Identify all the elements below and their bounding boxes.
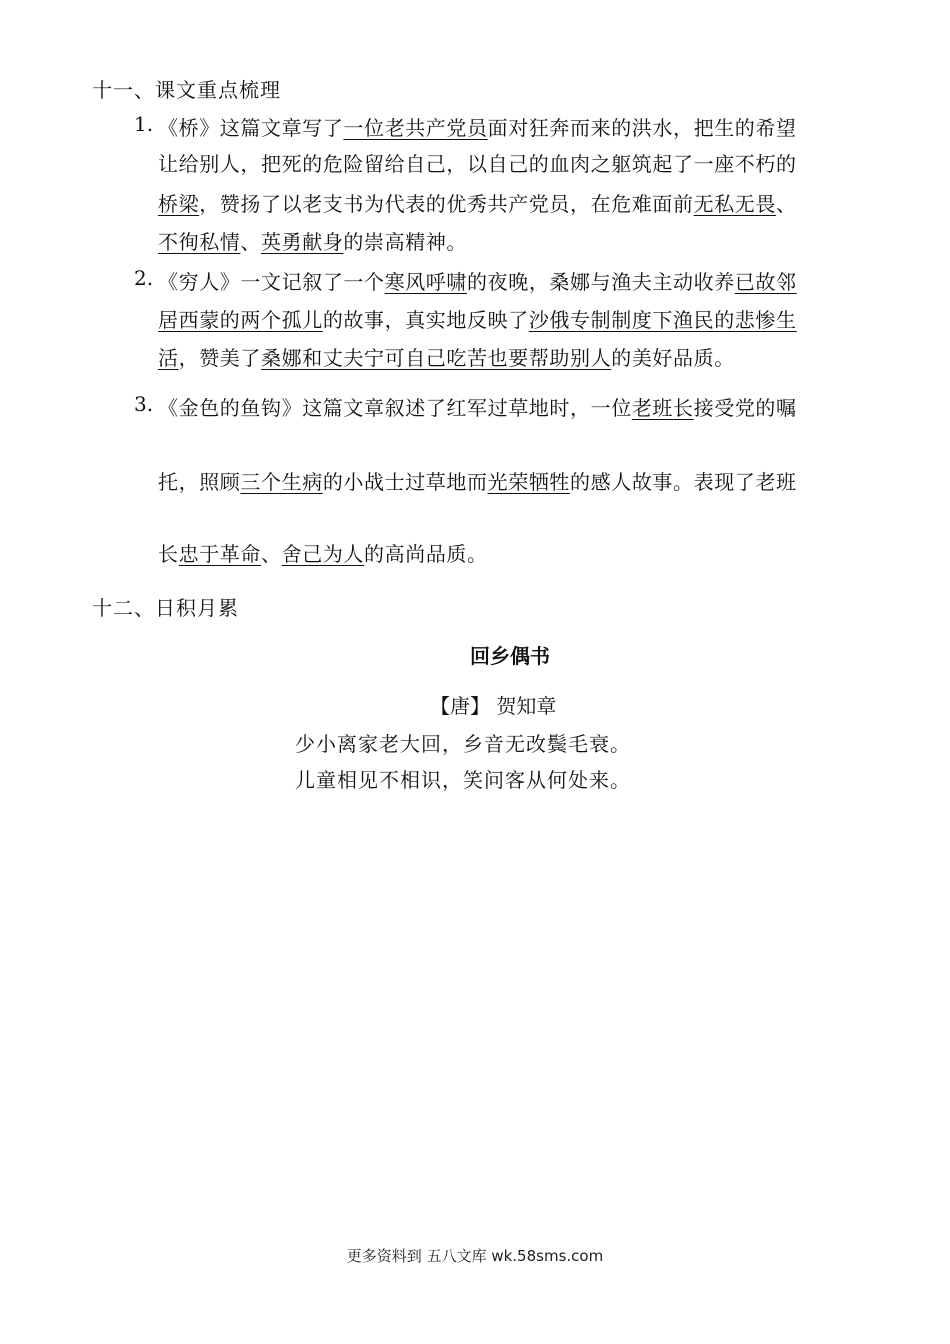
text-run: 接受党的嘱 (693, 396, 797, 420)
item-number: 1. (134, 112, 154, 136)
section-heading-12: 十二、日积月累 (92, 596, 239, 620)
poem-line: 少小离家老大回，乡音无改鬓毛衰。 (295, 732, 631, 756)
text-run: 面对狂奔而来的洪水，把生的希望 (487, 116, 797, 140)
item-line (158, 148, 797, 177)
underlined-answer: 桥梁 (158, 192, 200, 216)
item-line (158, 342, 735, 371)
text-run: 的感人故事。表现了老班 (570, 470, 797, 494)
underlined-answer: 沙俄专制制度下渔民的悲惨生 (528, 308, 797, 332)
poem-line: 儿童相见不相识，笑问客从何处来。 (295, 768, 631, 792)
underlined-answer: 老班长 (631, 396, 694, 420)
underlined-answer: 忠于革命 (178, 542, 262, 566)
underlined-answer: 三个生病 (240, 470, 323, 494)
text-run: 的高尚品质。 (364, 542, 488, 566)
text-run: 《穷人》一文记叙了一个 (158, 270, 385, 294)
text-run: 的夜晚，桑娜与渔夫主动收养 (467, 270, 735, 294)
item-line (158, 304, 797, 333)
item-number: 2. (134, 266, 154, 290)
text-run: 让给别人，把死的危险留给自己，以自己的血肉之躯筑起了一座不朽的 (158, 152, 797, 176)
underlined-answer: 居西蒙的两个孤儿 (158, 308, 323, 332)
text-run: ，赞扬了以老支书为代表的优秀共产党员，在危难面前 (199, 192, 694, 216)
poem-author: 【唐】 贺知章 (430, 694, 557, 718)
item-line (158, 466, 797, 495)
underlined-answer: 已故邻 (734, 270, 797, 294)
item-line (158, 112, 797, 141)
text-run: 的故事，真实地反映了 (322, 308, 529, 332)
underlined-answer: 光荣牺牲 (487, 470, 571, 494)
text-run: 《金色的鱼钩》这篇文章叙述了红军过草地时，一位 (158, 396, 632, 420)
text-run: 、 (240, 230, 262, 254)
section-heading-11: 十一、课文重点梳理 (92, 78, 281, 102)
underlined-answer: 英勇献身 (261, 230, 344, 254)
underlined-answer: 一位老共产党员 (343, 116, 488, 140)
text-run: 《桥》这篇文章写了 (158, 116, 344, 140)
underlined-answer: 寒风呼啸 (384, 270, 468, 294)
text-run: 的小战士过草地而 (322, 470, 488, 494)
item-number: 3. (134, 392, 154, 416)
item-line (158, 392, 797, 421)
underlined-answer: 不徇私情 (158, 230, 241, 254)
text-run: 的美好品质。 (611, 346, 735, 370)
item-line (158, 226, 467, 255)
footer-text: 更多资料到 五八文库 wk.58sms.com (346, 1247, 604, 1265)
item-line (158, 188, 797, 217)
underlined-answer: 桑娜和丈夫宁可自己吃苦也要帮助别人 (261, 346, 612, 370)
underlined-answer: 舍己为人 (281, 542, 365, 566)
text-run: 、 (776, 192, 797, 216)
underlined-answer: 无私无畏 (693, 192, 777, 216)
text-run: 托，照顾 (158, 470, 241, 494)
text-run: 的崇高精神。 (343, 230, 468, 254)
text-run: ，赞美了 (178, 346, 262, 370)
item-line (158, 538, 488, 567)
text-run: 长 (158, 542, 179, 566)
poem-title: 回乡偶书 (470, 644, 550, 668)
underlined-answer: 活 (158, 346, 179, 370)
item-line (158, 266, 797, 295)
text-run: 、 (261, 542, 282, 566)
